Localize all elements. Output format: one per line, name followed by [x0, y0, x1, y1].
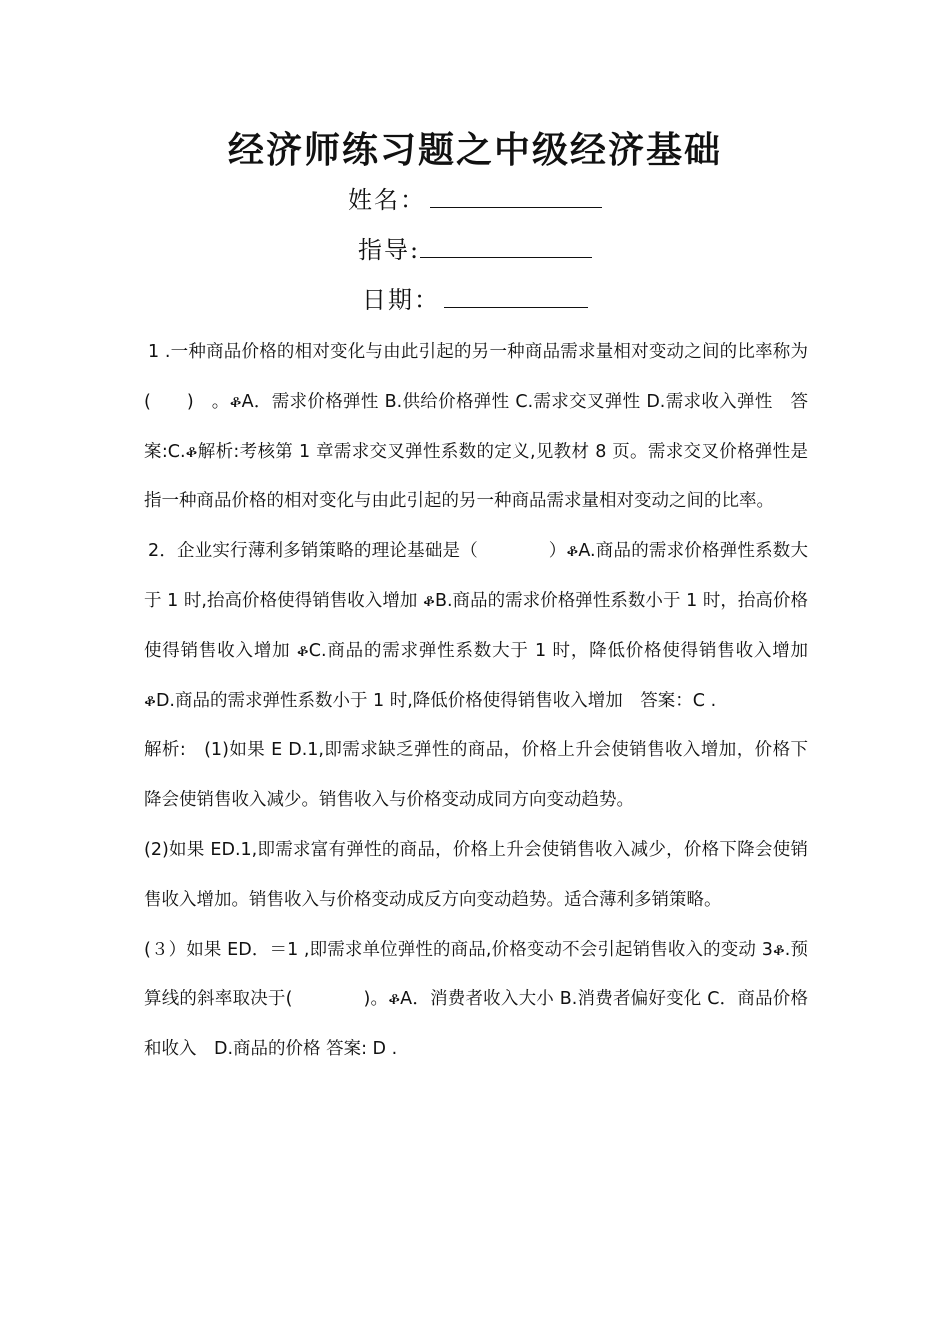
- mentor-blank: [420, 233, 592, 258]
- analysis-paragraph-2: (2)如果 ED.1,即需求富有弹性的商品，价格上升会使销售收入减少，价格下降会使销售收入增加。销售收入与价格变动成反方向变动趋势。适合薄利多销策略。: [144, 839, 808, 910]
- mentor-field: [0, 232, 950, 268]
- page-title: 经济师练习题之中级经济基础: [227, 129, 722, 171]
- question-body: [144, 328, 808, 1075]
- question-2-paragraph: 2．企业实行薄利多销策略的理论基础是（ ）ቆA.商品的需求价格弹性系数大于 1 时,抬高价格使得销售收入增加 ቆB.商品的需求价格弹性系数小于 1 时，抬高价格使得销售收入增加 ቆC.商品的需求弹性系数大于 1 时，降低价格使得销售收入增加 ቆD.商品的需求弹性系数小于 1 时,降低价格使得销售收入增加 答案：C .: [144, 541, 808, 711]
- mentor-label: 指导:: [357, 236, 421, 264]
- date-field: [0, 282, 950, 318]
- name-field: [0, 182, 950, 218]
- analysis-paragraph-1: 解析: (1)如果 E D.1,即需求缺乏弹性的商品，价格上升会使销售收入增加，价格下降会使销售收入减少。销售收入与价格变动成同方向变动趋势。: [144, 740, 808, 811]
- name-blank: [430, 183, 602, 208]
- date-blank: [444, 283, 588, 308]
- date-label: 日期：: [362, 286, 440, 314]
- question-1-paragraph: 1 .一种商品价格的相对变化与由此引起的另一种商品需求量相对变动之间的比率称为( ) 。ቆA．需求价格弹性 B.供给价格弹性 C.需求交叉弹性 D.需求收入弹性 答案:C.ቆ解析:考核第 1 章需求交叉弹性系数的定义,见教材 8 页。需求交叉价格弹性是指一种商品价格的相对变化与由此引起的另一种商品需求量相对变动之间的比率。: [144, 342, 808, 512]
- name-label: 姓名：: [348, 186, 426, 214]
- analysis-paragraph-3: (３）如果 ED．＝1 ,即需求单位弹性的商品,价格变动不会引起销售收入的变动 3ቆ.预算线的斜率取决于( )。ቆA．消费者收入大小 B.消费者偏好变化 C．商品价格和收入 D.商品的价格 答案: D .: [144, 939, 808, 1060]
